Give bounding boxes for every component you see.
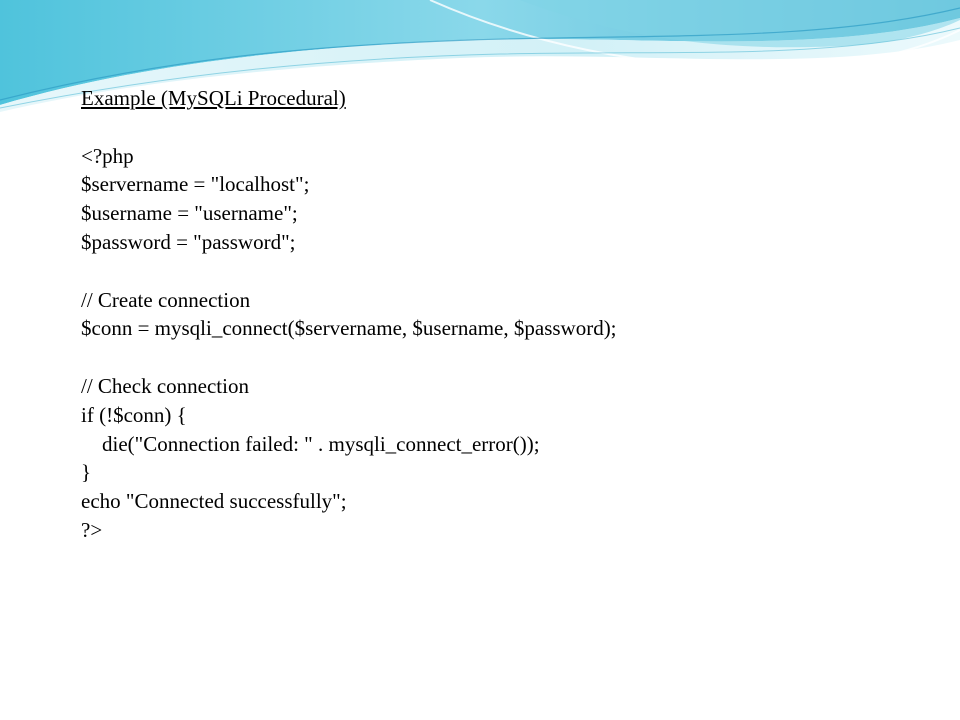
code-line: echo "Connected successfully"; bbox=[81, 489, 347, 514]
code-line: } bbox=[81, 460, 92, 485]
code-line: die("Connection failed: " . mysqli_connect_error()); bbox=[81, 431, 540, 456]
slide-body bbox=[81, 84, 921, 545]
code-line: // Check connection bbox=[81, 373, 249, 398]
code-line: <?php bbox=[81, 143, 134, 168]
code-line bbox=[81, 343, 921, 372]
code-line bbox=[81, 113, 921, 142]
code-line: // Create connection bbox=[81, 287, 251, 312]
code-line: ?> bbox=[81, 517, 103, 542]
code-line: $servername = "localhost"; bbox=[81, 172, 310, 197]
code-line: if (!$conn) { bbox=[81, 402, 187, 427]
code-line bbox=[81, 257, 921, 286]
code-line: $password = "password"; bbox=[81, 229, 296, 254]
code-block bbox=[81, 113, 921, 545]
code-line: $conn = mysqli_connect($servername, $username, $password); bbox=[81, 316, 617, 341]
slide-title: Example (MySQLi Procedural) bbox=[81, 86, 346, 110]
code-line: $username = "username"; bbox=[81, 201, 298, 226]
